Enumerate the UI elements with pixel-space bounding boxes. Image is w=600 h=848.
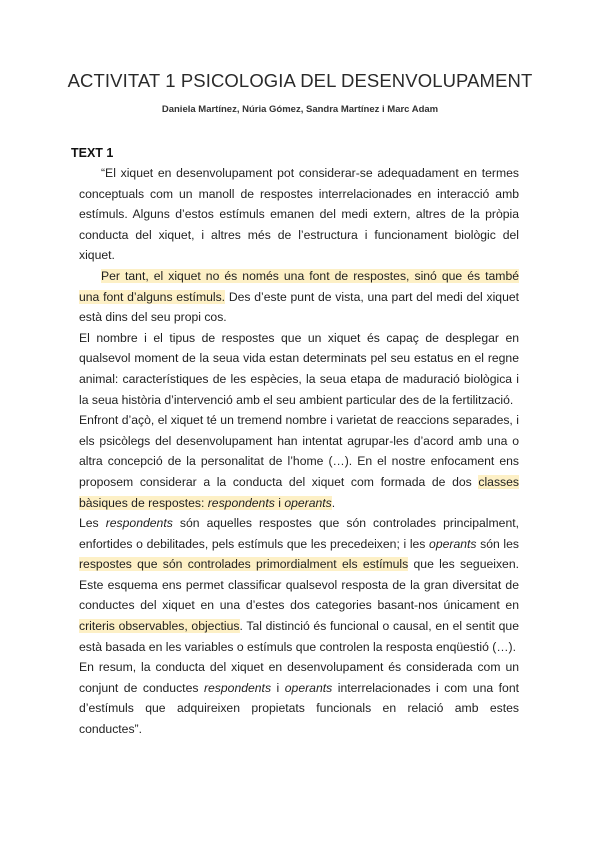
text-body: [79, 163, 519, 740]
paragraph-3-text: El nombre i el tipus de respostes que un xiquet és capaç de desplegar en qualsevol moment de la seua vida estan determinats pel seu estatus en el regne animal: característiques de les espècies, la seua etapa de maduració biològica i la seua història d’intervenció amb el seu ambient particular des de la fertilització.: [79, 330, 519, 407]
paragraph-6-mid: i: [271, 680, 285, 695]
term-operants: operants: [284, 495, 332, 510]
term-respondents: respondents: [207, 495, 275, 510]
term-operants: operants: [429, 536, 477, 551]
paragraph-5-mid-1: són aquelles respostes que són controlades principalment, enfortides o debilitades, pels estímuls que les precedeixen; i les: [79, 516, 519, 551]
highlight-conjunction: i: [274, 495, 285, 510]
paragraph-3: [79, 328, 519, 410]
paragraph-4-start: Enfront d’açò, el xiquet té un tremend nombre i varietat de reaccions separades, i els psicòlegs del desenvolupament han intentat agrupar-les d’acord amb una o altra concepció de la personalitat de l’home (…). En el nostre enfocament ens proposem considerar a la conducta del xiquet com formada de dos: [79, 413, 519, 489]
paragraph-5-mid-2: són les: [476, 536, 519, 551]
page-title: ACTIVITAT 1 PSICOLOGIA DEL DESENVOLUPAMENT: [67, 70, 533, 91]
paragraph-5-start: Les: [79, 516, 106, 531]
paragraph-5-mid-3: que les segueixen. Este esquema ens permet classificar qualsevol resposta de la gran diversitat de conductes del xiquet en una d’estes dos categories basant-nos únicament en: [79, 557, 519, 613]
term-respondents: respondents: [105, 516, 173, 531]
highlight-observable-criteria: criteris observables, objectius: [79, 619, 240, 634]
authors-line: Daniela Martínez, Núria Gómez, Sandra Martínez i Marc Adam: [161, 104, 439, 115]
section-heading: TEXT 1: [71, 146, 114, 160]
paragraph-6: [79, 657, 519, 739]
highlight-response-classes-text: classes bàsiques de respostes:: [79, 474, 519, 510]
paragraph-5-end: . Tal distinció és funcional o causal, en el sentit que està basada en les variables o estímuls que controlen la resposta enqüestió (…).: [79, 619, 519, 654]
paragraph-1-text: “El xiquet en desenvolupament pot considerar-se adequadament en termes conceptuals com un manoll de respostes interrelacionades en interacció amb estímuls. Alguns d’estos estímuls emanen del medi extern, altres de la pròpia conducta del xiquet, i altres més de l’estructura i funcionament biològic del xiquet.: [79, 166, 519, 263]
highlight-own-stimuli: Per tant, el xiquet no és només una font de respostes, sinó que és també una font d’alguns estímuls.: [79, 268, 519, 304]
paragraph-2-rest: Des d’este punt de vista, una part del medi del xiquet està dins del seu propi cos.: [79, 289, 520, 325]
paragraph-5: [79, 513, 519, 657]
paragraph-6-start: En resum, la conducta del xiquet en desenvolupament és considerada com un conjunt de conductes: [79, 660, 519, 695]
term-operants: operants: [284, 680, 333, 695]
paragraph-1: [79, 163, 519, 266]
term-respondents: respondents: [203, 680, 272, 695]
paragraph-4-end: .: [331, 495, 336, 510]
paragraph-2: [79, 266, 519, 328]
highlight-controlled-responses: respostes que són controlades primordialment els estímuls: [79, 557, 409, 572]
paragraph-4: [79, 410, 519, 513]
paragraph-6-end: interrelacionades i com una font d’estímuls que adquireixen propietats funcionals en relació amb estes conductes”.: [79, 680, 519, 737]
